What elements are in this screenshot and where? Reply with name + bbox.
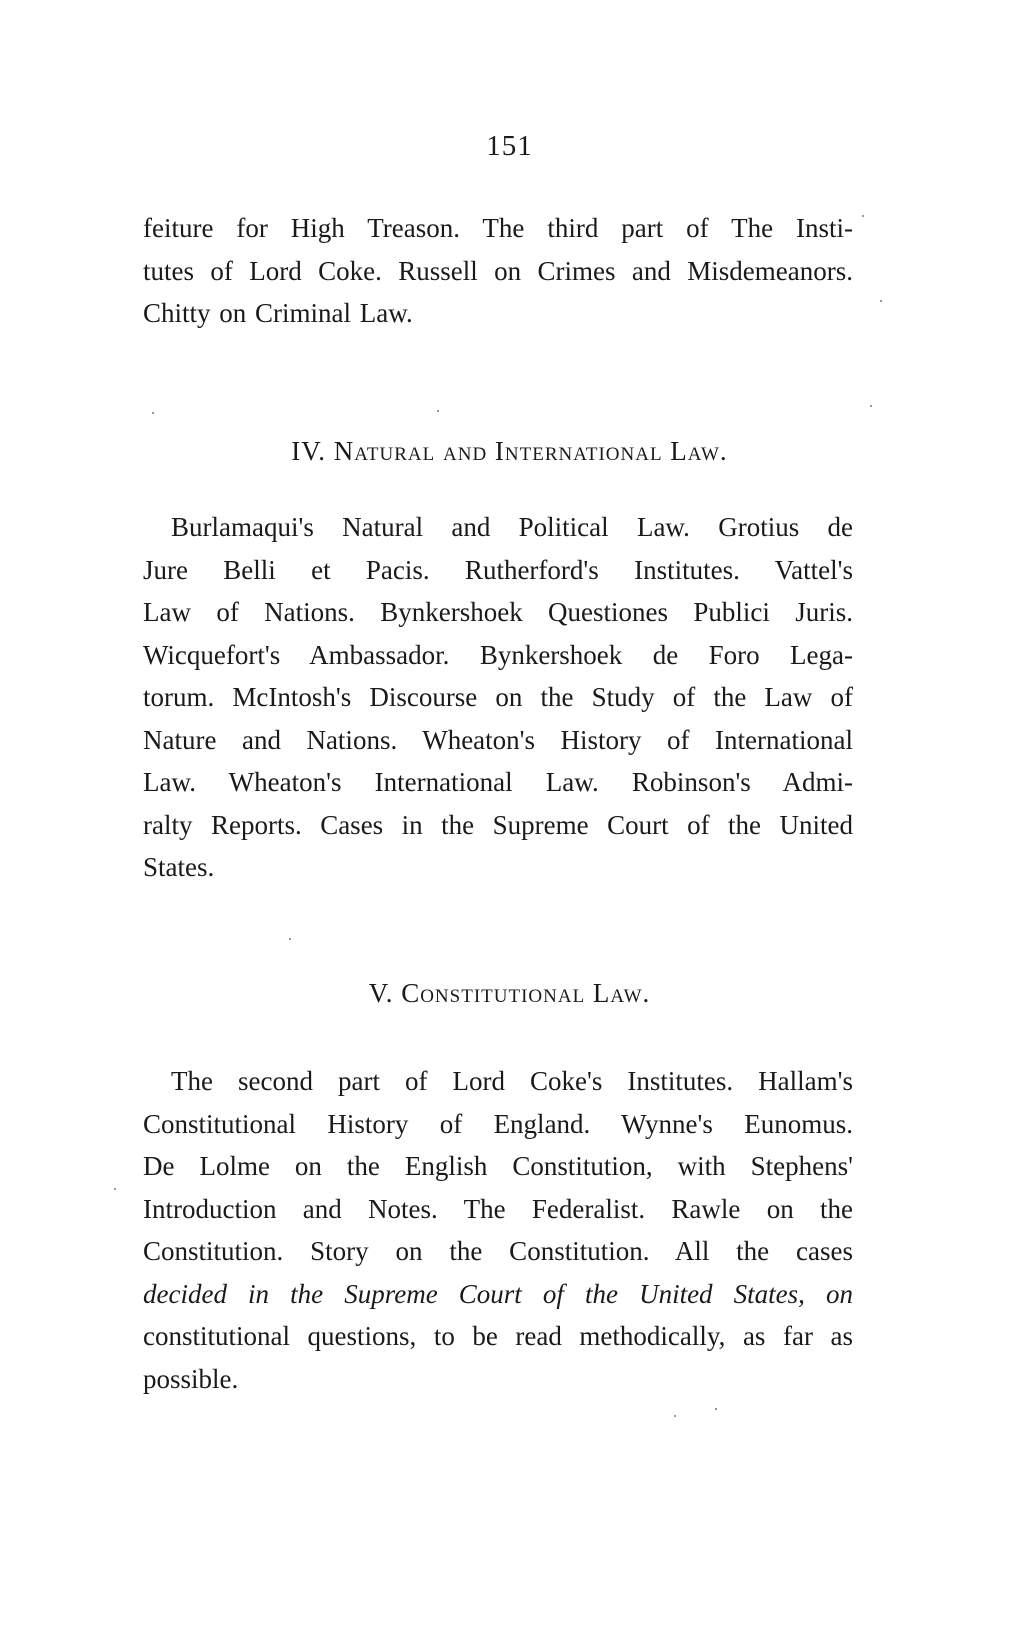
paragraph-line: Jure Belli et Pacis. Rutherford's Institutes. Vattel's xyxy=(143,554,853,585)
paragraph-line: Chitty on Criminal Law. xyxy=(143,298,413,328)
print-speck xyxy=(880,300,882,302)
intro-paragraph xyxy=(143,207,853,335)
paragraph-line-italic: decided in the Supreme Court of the United States, on xyxy=(143,1278,853,1309)
paragraph-line: Introduction and Notes. The Federalist. Rawle on the xyxy=(143,1193,853,1224)
section-v-heading: V. Constitutional Law. xyxy=(368,978,651,1008)
section-v-paragraph xyxy=(143,1060,853,1400)
print-speck xyxy=(715,1408,717,1410)
paragraph-line: Constitution. Story on the Constitution. All the cases xyxy=(143,1236,853,1266)
paragraph-line: Nature and Nations. Wheaton's History of International xyxy=(143,724,853,755)
paragraph-line: Law. Wheaton's International Law. Robinson's Admi- xyxy=(143,767,853,797)
paragraph-line: Burlamaqui's Natural and Political Law. Grotius de xyxy=(171,512,853,542)
paragraph-line: Constitutional History of England. Wynne's Eunomus. xyxy=(143,1108,853,1139)
print-speck xyxy=(870,405,872,407)
paragraph-line: De Lolme on the English Constitution, with Stephens' xyxy=(143,1151,853,1181)
paragraph-line: feiture for High Treason. The third part of The Insti- xyxy=(143,213,853,243)
page-number: 151 xyxy=(486,130,533,162)
paragraph-line: Law of Nations. Bynkershoek Questiones Publici Juris. xyxy=(143,597,853,627)
paragraph-line: Wicquefort's Ambassador. Bynkershoek de Foro Lega- xyxy=(143,639,853,670)
print-speck xyxy=(289,938,291,940)
print-speck xyxy=(437,410,439,412)
section-iv-heading: IV. Natural and International Law. xyxy=(291,436,728,466)
paragraph-line: possible. xyxy=(143,1363,239,1394)
paragraph-line: tutes of Lord Coke. Russell on Crimes and Misdemeanors. xyxy=(143,255,853,286)
paragraph-line: torum. McIntosh's Discourse on the Study of the Law of xyxy=(143,682,853,712)
paragraph-line: The second part of Lord Coke's Institutes. Hallam's xyxy=(171,1066,853,1096)
paragraph-line: States. xyxy=(143,852,215,882)
print-speck xyxy=(674,1415,676,1417)
print-speck xyxy=(152,412,154,414)
section-iv-paragraph xyxy=(143,506,853,889)
paragraph-line: ralty Reports. Cases in the Supreme Court of the United xyxy=(143,809,853,840)
paragraph-line: constitutional questions, to be read methodically, as far as xyxy=(143,1321,853,1351)
print-speck xyxy=(114,1188,116,1190)
print-speck xyxy=(862,215,864,217)
